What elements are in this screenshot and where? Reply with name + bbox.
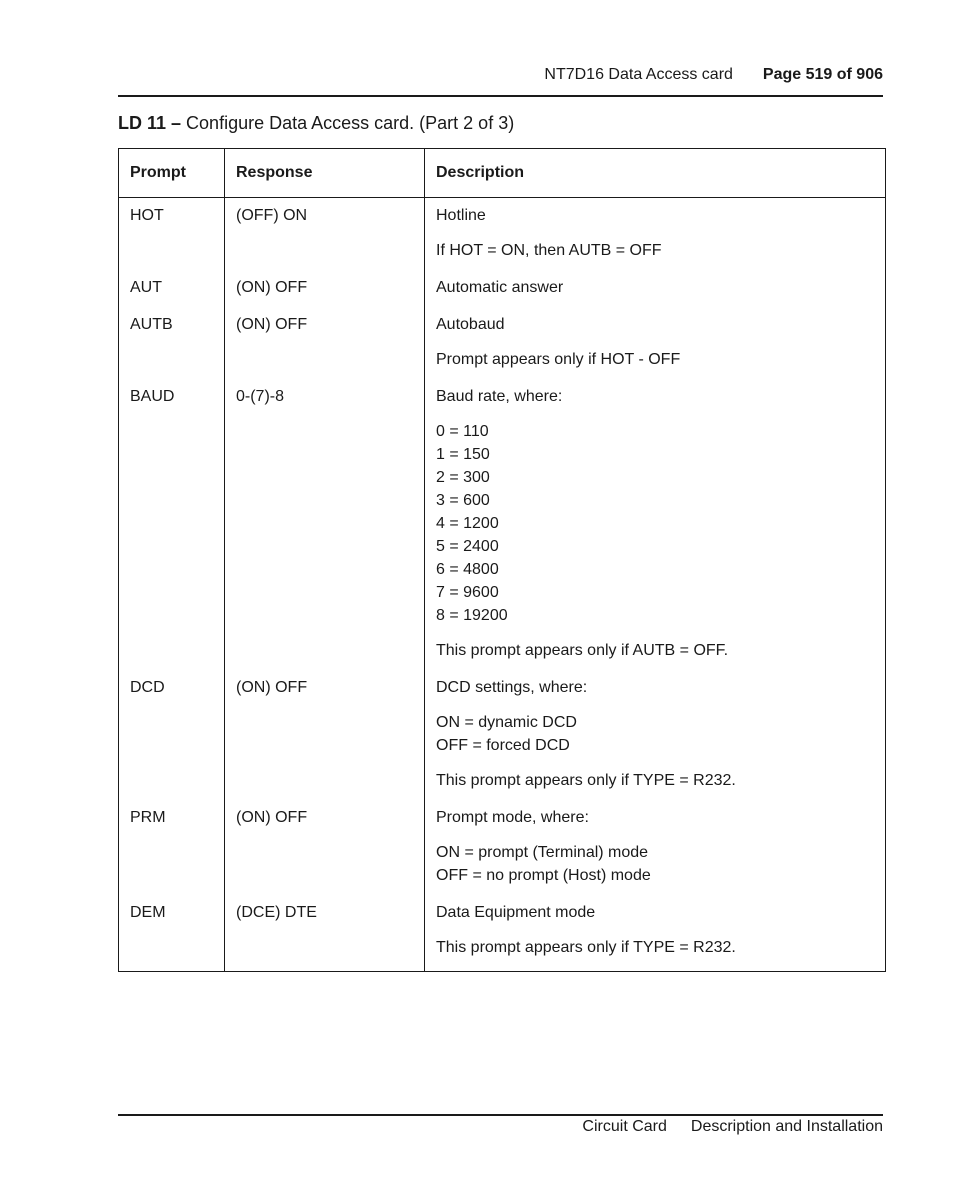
caption-text: Configure Data Access card. (Part 2 of 3)	[181, 113, 515, 133]
description-cell	[425, 799, 886, 894]
description-line: This prompt appears only if AUTB = OFF.	[436, 642, 729, 659]
prompt-cell: HOT	[119, 198, 225, 270]
prompt-cell: DCD	[119, 669, 225, 799]
description-line: 6 = 4800	[436, 561, 499, 578]
table-row	[119, 306, 886, 378]
response-cell: (ON) OFF	[225, 669, 425, 799]
description-cell	[425, 378, 886, 669]
table-row	[119, 799, 886, 894]
description-line: Hotline	[436, 207, 486, 224]
footer-right-text: Description and Installation	[690, 1118, 883, 1135]
response-cell: (ON) OFF	[225, 269, 425, 306]
description-line: OFF = forced DCD	[436, 737, 570, 754]
description-line: OFF = no prompt (Host) mode	[436, 867, 651, 884]
description-cell	[425, 894, 886, 972]
description-paragraph	[436, 313, 874, 336]
column-header-description: Description	[425, 149, 886, 198]
table-row	[119, 669, 886, 799]
description-paragraph	[436, 348, 874, 371]
prompt-cell: PRM	[119, 799, 225, 894]
description-cell	[425, 269, 886, 306]
footer-left-text: Circuit Card	[582, 1118, 667, 1135]
description-line: Autobaud	[436, 316, 505, 333]
configuration-table	[118, 148, 886, 972]
description-line: 3 = 600	[436, 492, 490, 509]
prompt-cell: DEM	[119, 894, 225, 972]
description-cell	[425, 669, 886, 799]
table-caption	[118, 113, 514, 134]
caption-ld-label: LD 11 –	[118, 113, 182, 133]
header-divider	[118, 95, 883, 97]
page-footer	[118, 1118, 883, 1136]
prompt-cell: AUT	[119, 269, 225, 306]
description-line: 7 = 9600	[436, 584, 499, 601]
description-paragraph	[436, 639, 874, 662]
table-header-row	[119, 149, 886, 198]
description-line: ON = prompt (Terminal) mode	[436, 844, 649, 861]
response-cell: (OFF) ON	[225, 198, 425, 270]
column-header-prompt: Prompt	[119, 149, 225, 198]
description-line: This prompt appears only if TYPE = R232.	[436, 772, 736, 789]
description-paragraph	[436, 936, 874, 959]
description-line: 5 = 2400	[436, 538, 499, 555]
response-cell: (ON) OFF	[225, 306, 425, 378]
footer-divider	[118, 1114, 883, 1116]
column-header-response: Response	[225, 149, 425, 198]
table-row	[119, 894, 886, 972]
description-paragraph	[436, 806, 874, 829]
description-line: 1 = 150	[436, 446, 490, 463]
response-cell: (DCE) DTE	[225, 894, 425, 972]
description-line: 8 = 19200	[436, 607, 508, 624]
description-line: Automatic answer	[436, 279, 564, 296]
description-line: ON = dynamic DCD	[436, 714, 577, 731]
response-cell: 0-(7)-8	[225, 378, 425, 669]
prompt-cell: BAUD	[119, 378, 225, 669]
description-line: This prompt appears only if TYPE = R232.	[436, 939, 736, 956]
description-paragraph	[436, 276, 874, 299]
description-paragraph	[436, 420, 874, 627]
table-row	[119, 269, 886, 306]
description-paragraph	[436, 769, 874, 792]
description-cell	[425, 198, 886, 270]
description-line: Prompt appears only if HOT - OFF	[436, 351, 681, 368]
description-line: Prompt mode, where:	[436, 809, 589, 826]
description-cell	[425, 306, 886, 378]
description-line: Data Equipment mode	[436, 904, 596, 921]
description-line: 4 = 1200	[436, 515, 499, 532]
description-line: DCD settings, where:	[436, 679, 588, 696]
description-paragraph	[436, 204, 874, 227]
table-row	[119, 378, 886, 669]
page-header	[118, 66, 883, 84]
description-line: 0 = 110	[436, 423, 489, 440]
description-paragraph	[436, 239, 874, 262]
description-paragraph	[436, 676, 874, 699]
description-line: 2 = 300	[436, 469, 490, 486]
description-line: Baud rate, where:	[436, 388, 563, 405]
table-body	[119, 198, 886, 972]
description-paragraph	[436, 711, 874, 757]
description-paragraph	[436, 385, 874, 408]
document-title: NT7D16 Data Access card	[544, 66, 733, 83]
description-paragraph	[436, 841, 874, 887]
response-cell: (ON) OFF	[225, 799, 425, 894]
prompt-cell: AUTB	[119, 306, 225, 378]
page-number: Page 519 of 906	[762, 66, 883, 83]
table-row	[119, 198, 886, 270]
description-line: If HOT = ON, then AUTB = OFF	[436, 242, 662, 259]
description-paragraph	[436, 901, 874, 924]
